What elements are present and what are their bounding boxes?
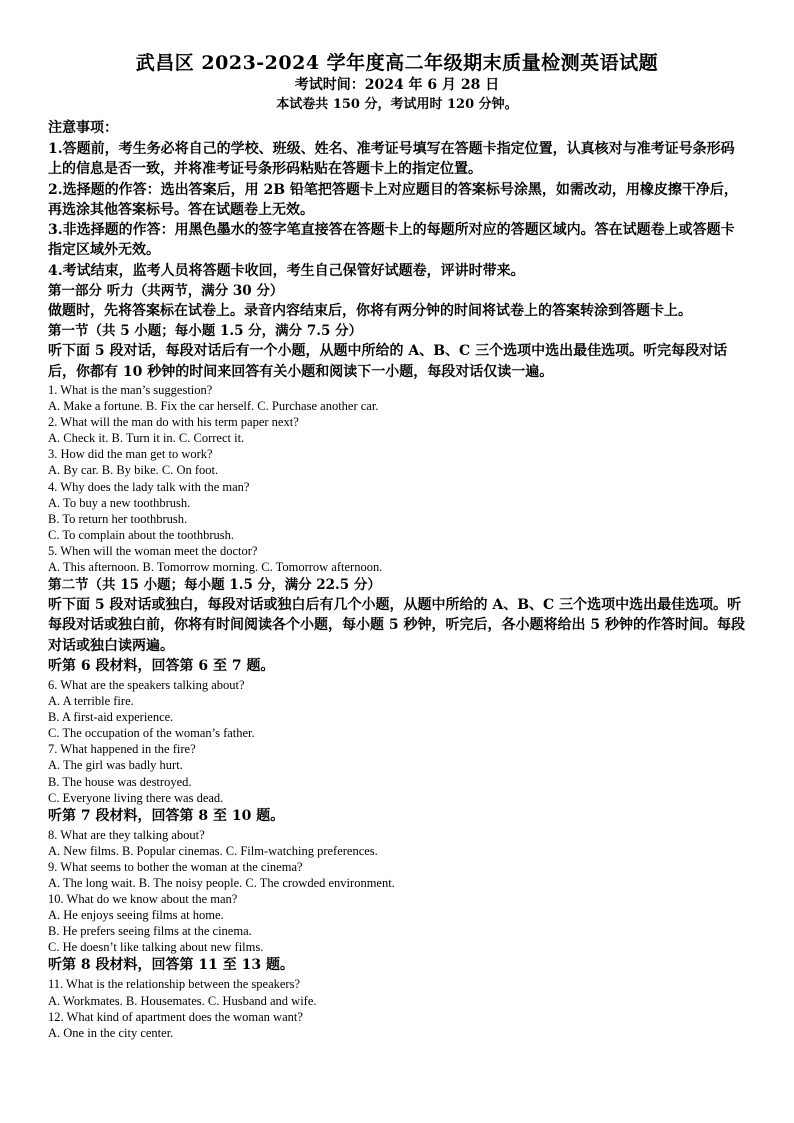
material7-heading: 听第 7 段材料，回答第 8 至 10 题。 (48, 807, 285, 824)
part1-heading: 第一部分 听力（共两节，满分 30 分） (48, 283, 284, 300)
question-line: A. Workmates. B. Housemates. C. Husband and wife. (48, 993, 317, 1008)
section1-questions (48, 382, 746, 575)
question-line: B. The house was destroyed. (48, 774, 192, 789)
notice-heading: 注意事项： (48, 120, 118, 136)
question-line: A. By car. B. By bike. C. On foot. (48, 463, 219, 478)
question-line: C. He doesn’t like talking about new films. (48, 940, 264, 955)
question-line: C. Everyone living there was dead. (48, 790, 224, 805)
question-line: 11. What is the relationship between the speakers? (48, 977, 301, 992)
question-line: A. To buy a new toothbrush. (48, 495, 191, 510)
question-line: 3. How did the man get to work? (48, 447, 213, 462)
notice-item: 1.答题前，考生务必将自己的学校、班级、姓名、准考证号填写在答题卡指定位置，认真核对与准考证号条形码上的信息是否一致，并将准考证号条形码粘贴在答题卡上的指定位置。 (48, 141, 735, 178)
material8-heading: 听第 8 段材料，回答第 11 至 13 题。 (48, 957, 294, 974)
question-line: A. Make a fortune. B. Fix the car herself. C. Purchase another car. (48, 399, 379, 414)
section2-heading: 第二节（共 15 小题；每小题 1.5 分，满分 22.5 分） (48, 577, 381, 594)
material7-questions (48, 827, 746, 956)
question-line: A. New films. B. Popular cinemas. C. Film-watching preferences. (48, 843, 378, 858)
exam-time: 考试时间：2024 年 6 月 28 日 (294, 77, 500, 93)
question-line: B. He prefers seeing films at the cinema. (48, 924, 252, 939)
notice-item: 2.选择题的作答：选出答案后，用 2B 铅笔把答题卡上对应题目的答案标号涂黑，如需改动，用橡皮擦干净后，再选涂其他答案标号。答在试题卷上无效。 (48, 181, 738, 218)
question-line: A. The long wait. B. The noisy people. C. The crowded environment. (48, 876, 395, 891)
question-line: 8. What are they talking about? (48, 827, 205, 842)
question-line: C. To complain about the toothbrush. (48, 527, 235, 542)
material8-questions (48, 976, 746, 1040)
notice-item: 4.考试结束，监考人员将答题卡收回，考生自己保管好试题卷，评讲时带来。 (48, 262, 525, 279)
question-line: A. This afternoon. B. Tomorrow morning. C. Tomorrow afternoon. (48, 560, 383, 574)
question-line: A. He enjoys seeing films at home. (48, 908, 224, 923)
question-line: 12. What kind of apartment does the woman want? (48, 1009, 303, 1024)
question-line: 1. What is the man’s suggestion? (48, 382, 213, 397)
question-line: 10. What do we know about the man? (48, 892, 238, 907)
question-line: 9. What seems to bother the woman at the cinema? (48, 859, 303, 874)
exam-title: 武昌区 2023-2024 学年度高二年级期末质量检测英语试题 (135, 52, 659, 74)
material6-heading: 听第 6 段材料，回答第 6 至 7 题。 (48, 657, 275, 674)
question-line: 5. When will the woman meet the doctor? (48, 543, 258, 558)
question-line: 4. Why does the lady talk with the man? (48, 479, 250, 494)
section1-heading: 第一节（共 5 小题；每小题 1.5 分，满分 7.5 分） (48, 323, 363, 340)
material6-questions (48, 677, 746, 806)
question-line: A. The girl was badly hurt. (48, 758, 183, 773)
question-line: 2. What will the man do with his term paper next? (48, 415, 299, 430)
question-line: A. Check it. B. Turn it in. C. Correct it. (48, 431, 245, 446)
question-line: A. A terrible fire. (48, 694, 134, 709)
question-line: B. A first-aid experience. (48, 710, 174, 725)
question-line: B. To return her toothbrush. (48, 511, 188, 526)
question-line: 6. What are the speakers talking about? (48, 677, 245, 692)
section1-instruction: 听下面 5 段对话，每段对话后有一个小题，从题中所给的 A、B、C 三个选项中选出最佳选项。听完每段对话后，你都有 10 秒钟的时间来回答有关小题和阅读下一小题，每段对话仅读一遍。 (48, 343, 728, 380)
exam-info: 本试卷共 150 分，考试用时 120 分钟。 (276, 97, 518, 112)
question-line: C. The occupation of the woman’s father. (48, 726, 255, 741)
question-line: A. One in the city center. (48, 1025, 174, 1040)
part1-instruction: 做题时，先将答案标在试卷上。录音内容结束后，你将有两分钟的时间将试卷上的答案转涂到答题卡上。 (48, 303, 692, 320)
section2-instruction: 听下面 5 段对话或独白，每段对话或独白后有几个小题，从题中所给的 A、B、C 三个选项中选出最佳选项。听每段对话或独白前，你将有时间阅读各个小题，每小题 5 秒钟，听完后，各小题将给出 5 秒钟的作答时间。每段对话或独白读两遍。 (48, 597, 745, 654)
notice-item: 3.非选择题的作答：用黑色墨水的签字笔直接答在答题卡上的每题所对应的答题区域内。答在试题卷上或答题卡指定区域外无效。 (48, 222, 735, 259)
question-line: 7. What happened in the fire? (48, 742, 196, 757)
